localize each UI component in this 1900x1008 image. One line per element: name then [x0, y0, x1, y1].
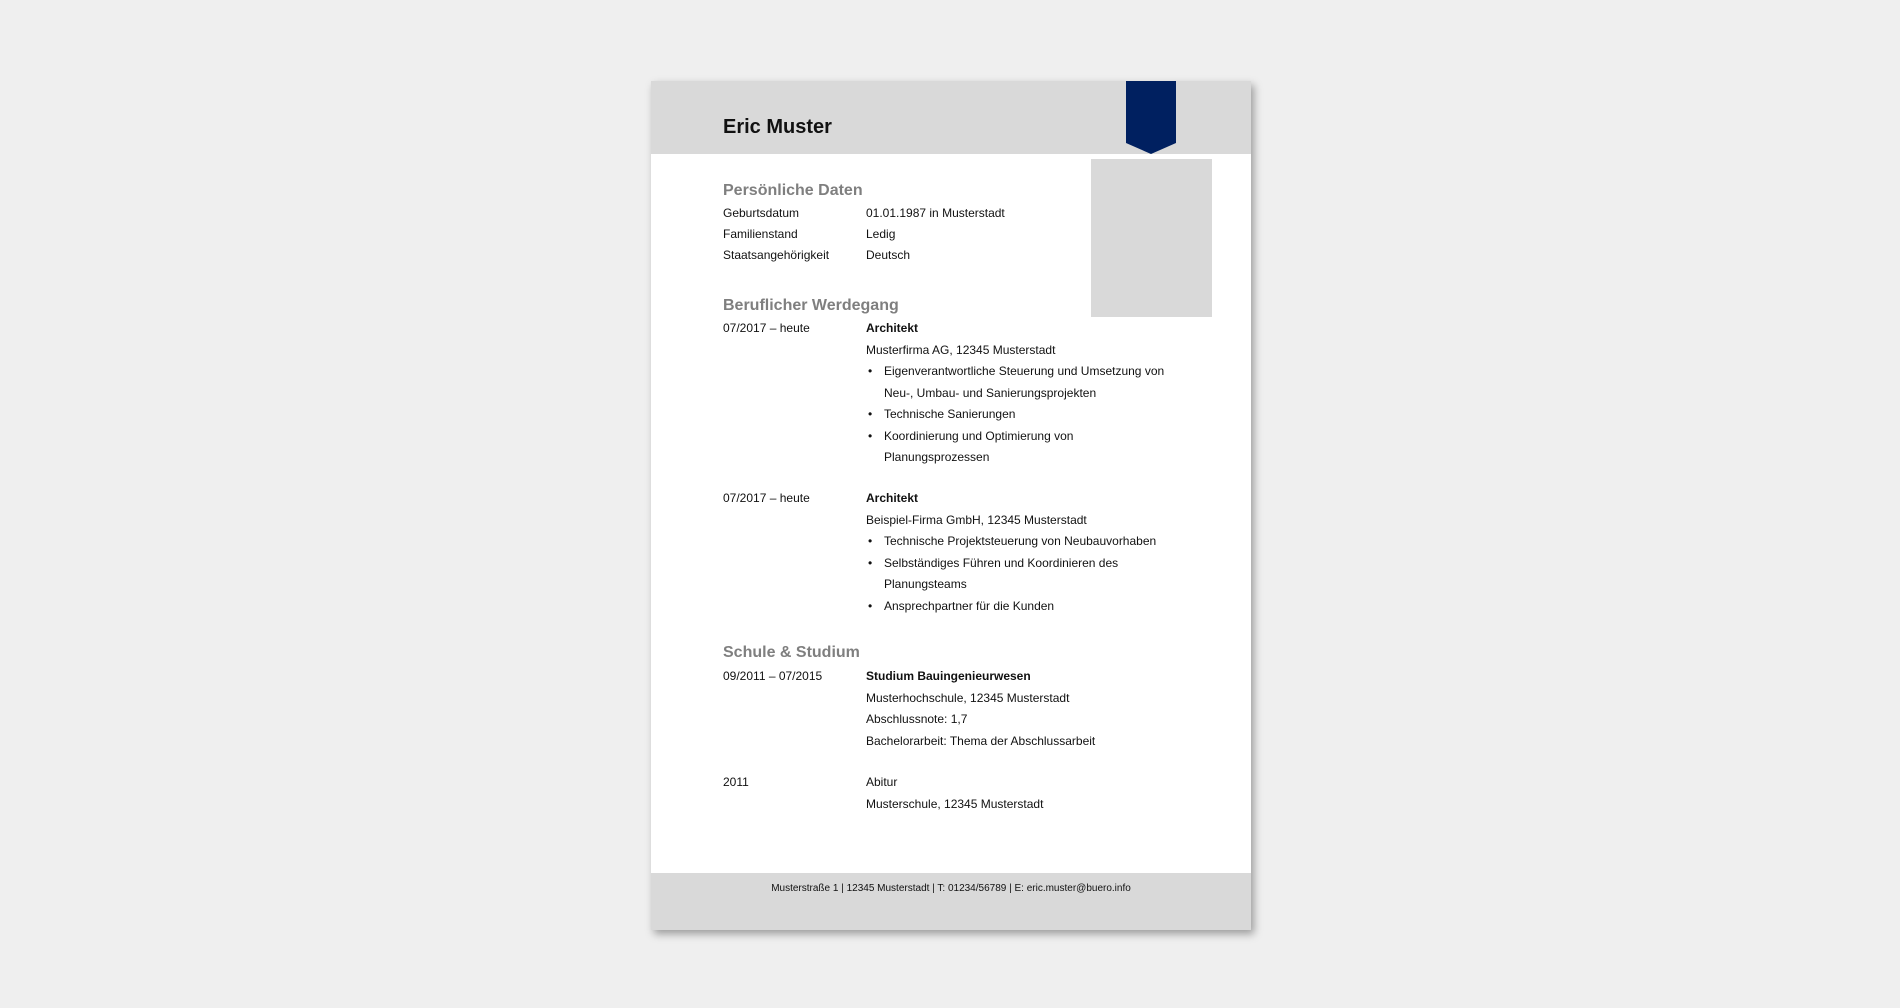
bullet-text: Planungsprozessen: [884, 450, 990, 464]
education-line: Abschlussnote: 1,7: [866, 712, 968, 726]
bullet-text: Neu-, Umbau- und Sanierungsprojekten: [884, 385, 1097, 400]
bullet-item: [866, 361, 1186, 404]
bullet-dot-icon: •: [868, 598, 873, 613]
bullet-dot-icon: •: [868, 364, 873, 378]
bullet-text: Planungsteams: [884, 577, 967, 591]
personal-label: Staatsangehörigkeit: [723, 248, 830, 262]
personal-value: Deutsch: [866, 248, 911, 262]
resume-page: [651, 81, 1251, 930]
education-period: 09/2011 – 07/2015: [723, 669, 823, 683]
bullet-text: Eigenverantwortliche Steuerung und Umsetzung von: [884, 364, 1165, 378]
footer-contact-text: Musterstraße 1 | 12345 Musterstadt | T: 01234/56789 | E: eric.muster@buero.info: [771, 883, 1131, 894]
career-details: [866, 318, 1186, 469]
section-title-career: Beruflicher Werdegang: [723, 297, 899, 314]
career-company: Musterfirma AG, 12345 Musterstadt: [866, 342, 1056, 357]
bullet-item: [866, 426, 1186, 469]
career-position: Architekt: [866, 321, 919, 335]
bullet-item: [866, 531, 1186, 553]
bullet-text: Technische Projektsteuerung von Neubauvorhaben: [884, 534, 1157, 548]
resume-footer: [651, 873, 1251, 930]
bullet-text: Selbständiges Führen und Koordinieren des: [884, 555, 1119, 570]
bullet-dot-icon: •: [868, 534, 873, 548]
section-title-personal: Persönliche Daten: [723, 182, 863, 199]
bullet-item: [866, 553, 1186, 596]
bullet-dot-icon: •: [868, 555, 873, 570]
career-bullet-list: [866, 531, 1186, 617]
education-degree: Abitur: [866, 775, 898, 789]
section-title-education: Schule & Studium: [723, 644, 860, 661]
bullet-item: [866, 596, 1186, 618]
personal-label: Geburtsdatum: [723, 206, 800, 220]
bullet-dot-icon: •: [868, 428, 873, 443]
career-period: 07/2017 – heute: [723, 321, 810, 335]
education-period: 2011: [723, 775, 749, 789]
career-period: 07/2017 – heute: [723, 491, 810, 505]
bookmark-ribbon-icon: [1126, 81, 1176, 154]
career-position: Architekt: [866, 491, 919, 505]
education-line: Musterschule, 12345 Musterstadt: [866, 796, 1044, 811]
education-details: [866, 666, 1186, 752]
personal-label: Familienstand: [723, 227, 798, 241]
resume-name: Eric Muster: [723, 116, 832, 138]
education-details: [866, 772, 1186, 815]
education-line: Bachelorarbeit: Thema der Abschlussarbeit: [866, 733, 1096, 748]
bullet-text: Koordinierung und Optimierung von: [884, 428, 1074, 443]
career-company: Beispiel-Firma GmbH, 12345 Musterstadt: [866, 512, 1087, 527]
bullet-text: Ansprechpartner für die Kunden: [884, 598, 1055, 613]
bullet-dot-icon: •: [868, 407, 873, 421]
bullet-text: Technische Sanierungen: [884, 407, 1016, 421]
personal-value: 01.01.1987 in Musterstadt: [866, 206, 1005, 220]
education-degree: Studium Bauingenieurwesen: [866, 669, 1031, 683]
education-line: Musterhochschule, 12345 Musterstadt: [866, 690, 1070, 705]
bullet-item: [866, 404, 1186, 426]
career-details: [866, 488, 1186, 617]
personal-value: Ledig: [866, 227, 896, 241]
career-bullet-list: [866, 361, 1186, 469]
